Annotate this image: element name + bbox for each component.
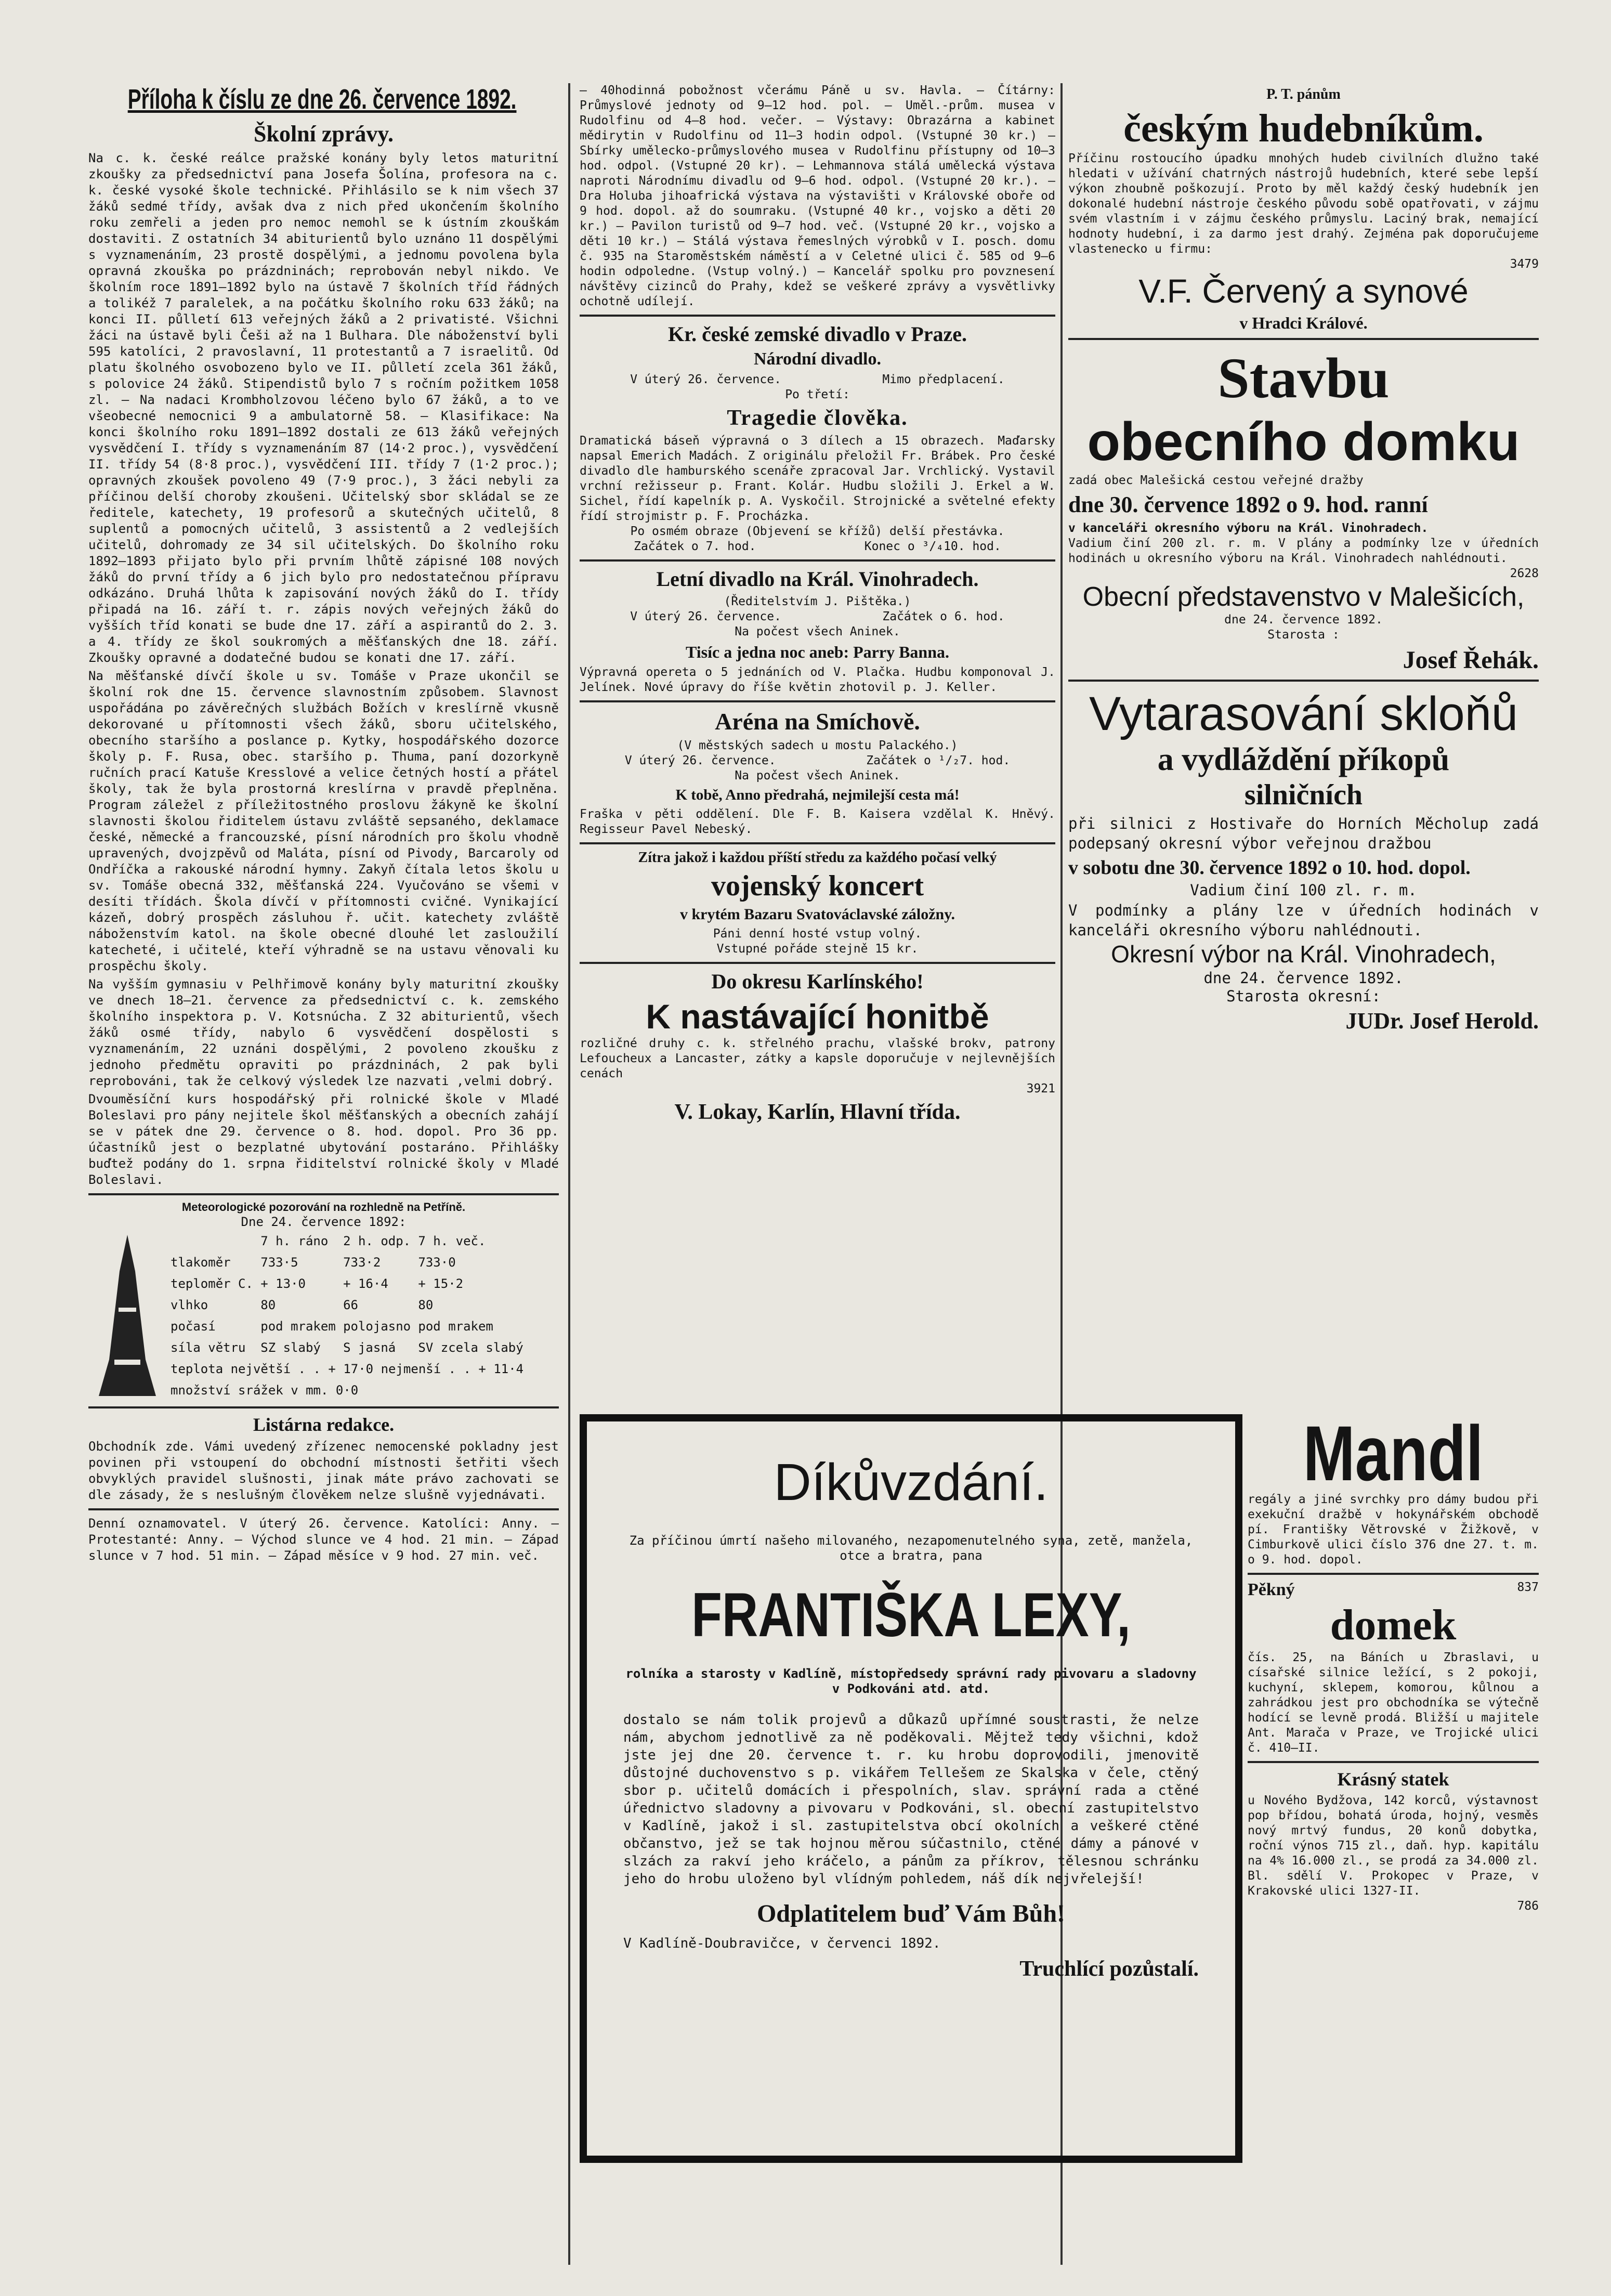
thanks-intro: Za příčinou úmrtí našeho milovaného, nezapomenutelného syna, zetě, manžela, otce a bratra, pana: [629, 1533, 1193, 1563]
vytarasovani-title: Vytarasování skloňů: [1089, 687, 1518, 740]
concert-place: v krytém Bazaru Svatováclavské záložny.: [679, 906, 955, 923]
arena-title: Aréna na Smíchově.: [715, 708, 920, 735]
right-lower-ads: [1248, 1414, 1539, 2163]
announcements: — 40hodinná pobožnost včerámu Páně u sv. Havla. — Čítárny: Průmyslové jednoty od 9—12 hod. pol. — Uměl.-prům. musea v Rudolfinu od 4—8 hod. večer. — Výstavy: Obrazárna a kabinet mědirytin v Rudolfinu od 11—3 hodin odpol. (Vstupné 30 kr.) — Sbírky umělecko-průmyslového musea v Rudolfinu přístupny od 10—3 hod. odpol. (Vstupné 20 kr). — Lehmannova stálá umělecká výstava naproti Národnímu divadlu od 9—6 hod. odpol. (Vstupné 20 kr.). — Dra Holuba jihoafrická výstava na výstavišti v Královské oboře od 9 hod. dopol. až do soumraku. (Vstupné 40 kr., vojsko a děti 20 kr.) — Pavilon turistů od 9—7 hod. več. (Vstupné 20 kr., vojsko a děti 10 kr.) — Stálá výstava řemeslných výrobků v I. posch. domu č. 935 na Staroměstském náměstí a v Celetné ulici č. 585 od 9—6 hodin odpoledne. (Vstup volný.) — Kancelář spolku pro povznesení návštěvy cizinců do Prahy, kdež se veškeré zprávy a vysvětlivky ochotně udílejí.: [580, 84, 1055, 308]
concert-note: Páni denní hosté vstup volný.: [713, 927, 922, 941]
roads-head-label: Starosta okresní:: [1226, 987, 1381, 1005]
theatre-time-row: [580, 539, 1055, 554]
theatre-note: Po osmém obraze (Objevení se křížů) delší přestávka.: [630, 525, 1005, 538]
mayor-name: Josef Řehák.: [1403, 646, 1539, 674]
deceased-role: rolníka a starosty v Kadlíně, místopředsedy správní rady pivovaru a sladovny v Podkováni atd. atd.: [625, 1666, 1197, 1696]
domku-date: dne 30. července 1892 o 9. hod. ranní: [1068, 492, 1428, 517]
divider: [580, 315, 1055, 317]
statek-number: 786: [1517, 1899, 1539, 1913]
statek-title: Krásný statek: [1337, 1769, 1449, 1790]
theatre-date: V úterý 26. července.: [630, 373, 781, 386]
hunt-firm: V. Lokay, Karlín, Hlavní třída.: [674, 1100, 961, 1124]
meteo-block: [88, 1230, 559, 1401]
theatre-date-row: [580, 372, 1055, 387]
school-article: Na vyšším gymnasiu v Pelhřimově konány byly maturitní zkoušky ve dnech 18—21. července za předsednictví c. k. zemského školního inspektora p. V. Kotsnúcha. Z 32 abiturientů, všech žáků osmé třídy, nabylo 6 vysvědčení dospělosti s vyznamenáním, 22 uznáni dospělými, 2 povoleno zkoušku z jednoho předmětu opraviti po prázdninách, 2 pak byli reprobováni, tak že celkový výsledek lze nazvati ,velmi dobrý.: [88, 977, 559, 1088]
theatre-title: Kr. české zemské divadlo v Praze.: [667, 322, 967, 346]
roads-text: při silnici z Hostivaře do Horních Měcholup zadá podepsaný okresní výbor veřejnou dražbou: [1068, 815, 1539, 852]
summer-date: V úterý 26. července.: [630, 610, 781, 623]
domku-title: obecního domku: [1087, 412, 1520, 472]
statek-text: u Nového Bydžova, 142 korců, výstavnost pop břídou, bohatá úroda, hojný, vesměs nový mrtvý fundus, 20 konů dobytka, roční výnos 715 zl., daň. hyp. kapitálu na 4% 16.000 zl., se prodá za 34.000 zl. Bl. sdělí V. Prokopec v Praze, v Krakovské ulici 1327-II.: [1248, 1794, 1539, 1898]
thanks-text: dostalo se nám tolik projevů a důkazů upřímné soustrasti, že nelze nám, abychom jednotlivě za ně poděkovali. Mějtež tedy všichni, kdož jste jej dne 20. července t. r. ku hrobu doprovodili, jmenovitě důstojné duchovenstvo s p. vikářem Tellešem ze Skalska v čele, ctěný sbor p. učitelů domácích i přespolních, slav. správní rada a ctěné úřednictvo sladovny a pivovaru v Podkováni, sl. obecní zastupitelstvo v Kadlíně, jakož i sl. zastupitelstva obcí okolních a veškeré ctěné občanstvo, jež se tak hojnou měrou súčastnilo, ctěné dámy a pánové v slzách za rakví jeho kráčelo, a pánům za příkrov, tělesnou schránku jeho do hrobu uloženo byl vlídným pohledem, náš dík nejvřelejší!: [623, 1712, 1199, 1887]
roads-office: Okresní výbor na Král. Vinohradech,: [1111, 941, 1496, 968]
domku-number: 2628: [1510, 567, 1539, 580]
concert-pre: Zítra jakož i každou příští středu za každého počasí velký: [638, 850, 997, 866]
hunt-text: rozličné druhy c. k. střelného prachu, vlašské brokv, patrony Lefoucheux a Lancaster, zátky a kapsle doporučuje v nejlevnějších cenách: [580, 1037, 1055, 1080]
theatre-subtitle: Národní divadlo.: [753, 349, 881, 369]
thanks-place: V Kadlíně-Doubravičce, v červenci 1892.: [623, 1936, 941, 1951]
musicians-title: českým hudebníkům.: [1123, 107, 1484, 150]
roads-conditions: V podmínky a plány lze v úředních hodinách v kanceláři okresního výboru nahlédnouti.: [1068, 902, 1539, 939]
hunt-number: 3921: [1026, 1082, 1055, 1095]
school-article: Na měšťanské dívčí škole u sv. Tomáše v Praze ukončil se školní rok dne 15. července slavnostním způsobem. Slavnost uspořádána po závěrečných službách Božích v kreslírně vkusně dekorované u přítomnosti všech žáků, sboru učitelského, obecního staršího a poslance p. Kytky, hospodářského dozorce školy p. F. Rusa, obec. staršího p. Thuma, paní dozorkyně ručních prací Katuše Kresslové a velice četných hostí a přátel školy, tak že byla prostorná kreslírna v pravdě přeplněna. Program záležel z příležitostného proslovu žákyně ke školní slavnosti školou řiditelem ústavu zvláště sepsaného, deklamace české, německé a francouzské, písní národních pro školu vhodně upravených, dvojzpěvů od Maláta, písní od Pivody, Barcaroly od Ondříčka a rakouské národní hymny. Zakyň čítala letos školu u sv. Tomáše obecná 332, měšťanská 224. Vyučováno se všemi v desíti třídách. Škola dívčí v přítomnosti cvičné. Vynikající kázeň, dobrý prospěch zásluhou ř. učit. katechety zvláště náboženstvím katol. na škole obecné dlouhé let zasloužilí katecheté, i učitelé, kteří výhradně se na ustavu věnovali ku prospěchu školy.: [88, 669, 559, 973]
arena-honor: Na počest všech Aninek.: [735, 769, 900, 782]
domek-title: domek: [1330, 1601, 1457, 1649]
mayor-label: Starosta :: [1267, 628, 1340, 642]
divider: [88, 1508, 559, 1510]
letters-title: Listárna redakce.: [253, 1414, 395, 1435]
mandl-text: regály a jiné svrchky pro dámy budou při exekuční dražbě v hokynářském obchodě pí. Františky Větrovské v Žižkově, v Cimburkově ulici číslo 376 dne 27. t. m. o 9. hod. dopol.: [1248, 1493, 1539, 1567]
meteo-row: tlakoměr 733·5 733·2 733·0: [171, 1255, 456, 1270]
mandl-title: Mandl: [1303, 1414, 1484, 1497]
summer-title: Letní divadlo na Král. Vinohradech.: [656, 567, 979, 591]
hunt-title: K nastávající honitbě: [646, 997, 989, 1036]
meteo-row: počasí pod mrakem polojasno pod mrakem: [171, 1319, 493, 1334]
deceased-name: FRANTIŠKA LEXY,: [691, 1580, 1131, 1650]
petrin-tower-icon: [88, 1230, 166, 1401]
theatre-play: Tragedie člověka.: [727, 406, 908, 430]
divider: [580, 962, 1055, 964]
column-rule: [568, 83, 570, 2265]
roads-date: v sobotu dne 30. července 1892 o 10. hod. dopol.: [1068, 857, 1471, 879]
pekny-number: 837: [1517, 1581, 1539, 1594]
theatre-text: Dramatická báseň výpravná o 3 dílech a 15 obrazech. Maďarsky napsal Emerich Madách. Z originálu přeložil Fr. Brábek. Pro české divadlo dle hamburského scenáře zpracoval Jar. Vrchlický. Vystavil vrchní režisseur p. Frant. Kolár. Hudbu složili J. Erkel a W. Sichel, řídí kapelník p. A. Vyskočil. Strojnické a světelné efekty řídí strojmistr p. F. Procházka.: [580, 434, 1055, 523]
domek-text: čís. 25, na Báních u Zbraslavi, u císařské silnice ležící, s 2 pokoji, kuchyní, sklepem, komorou, kůlnou a zahrádkou jest pro obchodníka se výtečně hodící se levně prodá. Bližší u majitele Ant. Marača v Praze, ve Trojické ulici č. 410—II.: [1248, 1651, 1539, 1755]
meteo-date: Dne 24. července 1892:: [241, 1215, 407, 1229]
supplement-title: Příloha k číslu ze dne 26. července 1892.: [127, 84, 517, 115]
summer-start: Začátek o 6. hod.: [882, 610, 1005, 623]
arena-date: V úterý 26. července.: [624, 754, 776, 767]
divider: [580, 559, 1055, 562]
music-text: Příčinu rostoucího úpadku mnohých hudeb civilních dlužno také hledati v užívání chatrných nástrojů hudebních, které sebe lepší výkon zhoubně poškozují. Proto by měl každý český hudebník jen dokonalé hudební nástroje českého původu sobě opatřovati, v zájmu svém vlastním i v zájmu českého průmyslu. Laciný brak, nemající hodnoty hudební, i za darmo jest drahý. Zejména pak doporučujeme vlastenecko u firmu:: [1068, 152, 1539, 256]
school-article: Dvouměsíční kurs hospodářský při rolnické škole v Mladé Boleslavi pro pány nejitele škol měšťanských a obecních zahájí se v pátek dne 29. července o 8. hod. dopol. Pro 36 pp. účastníků jest o bezplatné ubytování postaráno. Přihlášky buďtež podány do 1. srpna řiditelství rolnické školy v Mladé Boleslavi.: [88, 1092, 559, 1187]
summer-play: Tisíc a jedna noc aneb: Parry Banna.: [686, 643, 949, 661]
meteo-title: Meteorologické pozorování na rozhledně na Petříně.: [181, 1201, 466, 1214]
board-title: Obecní představenstvo v Malešicích,: [1082, 582, 1525, 612]
meteo-table: [166, 1230, 528, 1401]
firm-place: v Hradci Králové.: [1239, 314, 1368, 332]
summer-director: (Ředitelstvím J. Pištěka.): [724, 595, 911, 608]
divider: [1068, 338, 1539, 340]
meteo-rain: množství srážek v mm. 0·0: [171, 1382, 359, 1398]
arena-subtitle: (V městských sadech u mostu Palackého.): [677, 739, 958, 752]
summer-honor: Na počest všech Aninek.: [735, 625, 900, 638]
domku-price: Vadium činí 200 zl. r. m. V plány a podmínky lze v úředních hodinách u okresního výboru na Král. Vinohradech nahlédnouti.: [1068, 537, 1539, 565]
roads-head-name: JUDr. Josef Herold.: [1345, 1008, 1539, 1034]
meteo-row: síla větru SZ slabý S jasná SV zcela slabý: [171, 1340, 523, 1355]
divider: [88, 1193, 559, 1195]
divider: [1068, 680, 1539, 682]
pt-label: P. T. pánům: [1266, 86, 1341, 102]
arena-play: K tobě, Anno předrahá, nejmilejší cesta má!: [675, 787, 960, 803]
divider: [580, 700, 1055, 702]
theatre-end: Konec o ³/₄10. hod.: [864, 540, 1001, 553]
theatre-third: Po třetí:: [785, 388, 850, 401]
column-1: [88, 83, 559, 2265]
summer-text: Výpravná opereta o 5 jednáních od V. Plačka. Hudbu komponoval J. Jelínek. Nové úpravy do říše květin zhotovil p. J. Keller.: [580, 666, 1055, 694]
meteo-header: 7 h. več.: [418, 1233, 486, 1248]
meteo-header: 7 h. ráno: [260, 1233, 329, 1248]
thanks-blessing: Odplatitelem buď Vám Bůh!: [756, 1900, 1066, 1927]
roads-vadium: Vadium činí 100 zl. r. m.: [1190, 881, 1417, 899]
board-date: dne 24. července 1892.: [1224, 613, 1383, 627]
summer-date-row: [580, 609, 1055, 624]
roads-title: silničních: [1244, 779, 1363, 811]
concert-title: vojenský koncert: [711, 870, 924, 902]
divider: [88, 1406, 559, 1408]
meteo-header: 2 h. odp.: [343, 1233, 411, 1248]
vydlazdeni-title: a vydláždění příkopů: [1157, 742, 1450, 777]
arena-start: Začátek o ¹/₂7. hod.: [866, 754, 1011, 767]
domku-office: v kanceláři okresního výboru na Král. Vinohradech.: [1068, 521, 1429, 535]
music-number: 3479: [1510, 257, 1539, 271]
concert-entry: Vstupné pořáde stejně 15 kr.: [716, 942, 919, 956]
pekny-row: [1248, 1580, 1539, 1600]
roads-sig-date: dne 24. července 1892.: [1203, 969, 1404, 987]
arena-text: Fraška v pěti oddělení. Dle F. B. Kaisera vzdělal K. Hněvý. Regisseur Pavel Nebeský.: [580, 807, 1055, 836]
divider: [1248, 1761, 1539, 1763]
firm-name: V.F. Červený a synové: [1138, 272, 1469, 310]
meteo-temp: teplota největší . . + 17·0 nejmenší . . + 11·4: [171, 1361, 524, 1376]
daily-notices: Denní oznamovatel. V úterý 26. července. Katolíci: Anny. — Protestanté: Anny. — Východ slunce ve 4 hod. 21 min. — Západ slunce v 7 hod. 51 min. — Západ měsíce v 9 hod. 27 min. več.: [88, 1516, 559, 1563]
column-2: [580, 83, 1055, 1402]
arena-date-row: [580, 753, 1055, 768]
thanks-signature: Truchlící pozůstalí.: [1019, 1957, 1199, 1981]
stavbu-title: Stavbu: [1217, 346, 1390, 410]
divider: [580, 842, 1055, 844]
divider: [1248, 1573, 1539, 1575]
pekny-label: Pěkný: [1248, 1580, 1295, 1599]
thanks-title: Díkůvzdání.: [774, 1453, 1049, 1511]
school-article: Na c. k. české reálce pražské konány byly letos maturitní zkoušky za předsednictví pana Josefa Šolína, profesora na c. k. české vysoké škole technické. Přihlásilo se k nim všech 37 žáků sedmé třídy, avšak dva z nich před ukončením školního roku zemřeli a jeden pro nemoc nemohl se k ústním zkouškám dostaviti. Z ostatních 34 abiturientů bylo uznáno 11 dospělými s vyznamenáním, 23 prostě dospělými, a jednomu povolena byla opravná zkouška po prázdninách; reprobován nebyl nikdo. Ve školním roce 1891—1892 bylo na ústavě 7 školních tříd řádných a tolikéž 7 paralelek, a na počátku školního roku 633 žáků; na konci II. půlletí 613 veřejných žáků a 2 privatisté. Všichni žáci na ústavě byli Češi až na 1 Bulhara. Dle náboženství byli 595 katolíci, 2 pravoslavní, 11 protestantů a 7 israelitů. Od platu školného osvobozeno bylo ve II. půlletí zcela 361 žáků, s polovice 24 žáků. Stipendistů bylo 7 s ročním požitkem 1058 zl. — Na nadaci Krombholzovou léčeno bylo 67 žáků, a to ve všeobecné nemocnici 9 a ambulatorně 58. — Klasifikace: Na konci školního roku 1891—1892 dostali ze 613 žáků veřejných vysvědčení I. třídy s vyznamenáním 87 (14·2 proc.), vysvědčení II. třídy 54 (8·8 proc.), vysvědčení III. třídy 7 (1·2 proc.); opravných zkoušek povoleno 49 (7·9 proc.), 3 žáci nebyli za příčinou delší choroby zkoušeni. Učitelský sbor skládal se ze ředitele, katechety, 19 profesorů a skutečných učitelů, 8 suplentů a pomocných učitelů, 3 assistentů a 2 vedlejších učitelů, dohromady ze 34 sil učitelských. Do školního roku 1892—1893 přijato bylo při prvním lhůtě zápisné 108 nových žáků do první třídy a 6 jich bylo pro nedostatečnou přípravu odkázáno. Druhá lhůta k zapisování nových žáků do I. třídy připadá na 16. září t. r. zápis nových veřejných žáků do vyšších tříd konati se bude dne 17. září a aspirantů do 2. 3. a 4. třídy ze škol soukromých a měšťanských dne 18. září. Zkoušky opravné a dodatečné budou se konati dne 17. září.: [88, 151, 559, 665]
theatre-start: Začátek o 7. hod.: [634, 540, 756, 553]
school-news-title: Školní zprávy.: [254, 121, 394, 147]
district-title: Do okresu Karlínského!: [711, 970, 924, 993]
meteo-row: vlhko 80 66 80: [171, 1297, 434, 1312]
letters-text: Obchodník zde. Vámi uvedený zřízenec nemocenské pokladny jest povinen při vstoupení do obchodní místnosti šetřiti všech obvyklých pravidel slušnosti, jinak máte právo zachovati se dle zásady, že s neslušným člověkem nelze slušně vyjednávati.: [88, 1439, 559, 1502]
meteo-row: teploměr C. + 13·0 + 16·4 + 15·2: [171, 1276, 464, 1291]
domku-text: zadá obec Malešická cestou veřejné dražby: [1068, 474, 1364, 487]
theatre-extra: Mimo předplacení.: [882, 373, 1005, 386]
